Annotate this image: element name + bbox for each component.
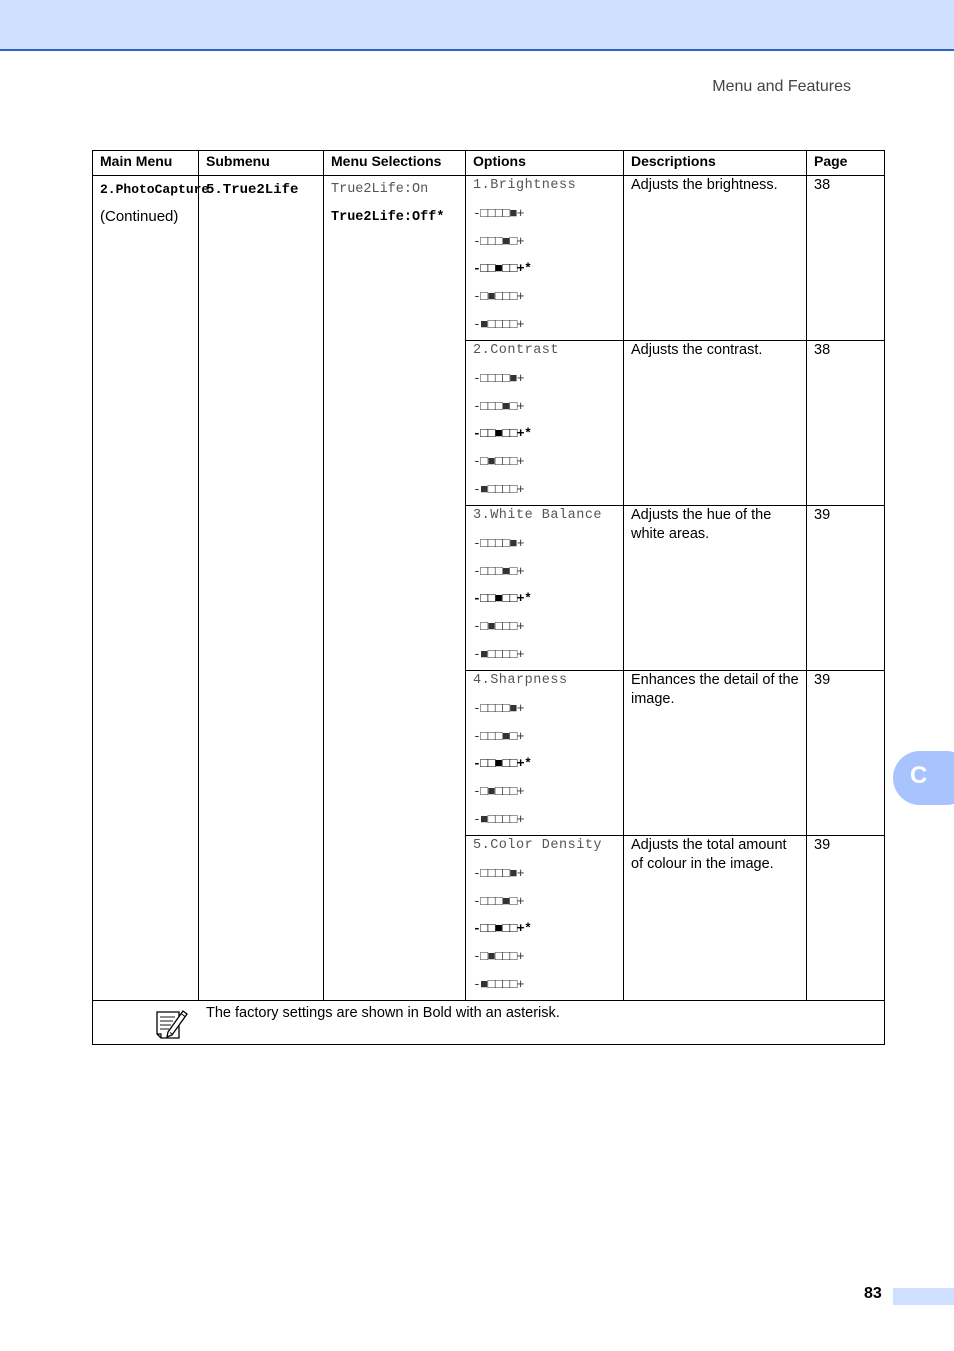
page-ref: 39 (814, 837, 831, 853)
option-level: -■□□□□+ (473, 976, 525, 992)
option-level: -■□□□□+ (473, 481, 525, 497)
section-tab-c (893, 751, 954, 805)
table-row (93, 176, 885, 341)
description-text: Adjusts the hue of the white areas. (631, 507, 772, 542)
option-level-default: -□□■□□+* (473, 591, 532, 607)
option-level: -■□□□□+ (473, 316, 525, 332)
col-header-submenu: Submenu (199, 151, 324, 176)
section-tab-letter: C (910, 762, 928, 789)
option-level: -□□□□■+ (473, 535, 525, 551)
page-cell (807, 836, 885, 1001)
option-level: -□■□□□+ (473, 619, 525, 635)
option-cell-contrast (466, 341, 624, 506)
page-cell (807, 176, 885, 341)
page-header-title: Menu and Features (712, 78, 851, 95)
col-header-main-menu: Main Menu (93, 151, 199, 176)
submenu-cell (199, 176, 324, 1001)
option-level: -□□□□■+ (473, 370, 525, 386)
selections-cell (324, 176, 466, 1001)
page-number: 83 (864, 1285, 882, 1302)
option-level-default: -□□■□□+* (473, 261, 532, 277)
description-text: Adjusts the contrast. (631, 342, 763, 358)
option-level: -■□□□□+ (473, 646, 525, 662)
submenu-label: 5.True2Life (206, 182, 299, 198)
col-header-descriptions: Descriptions (624, 151, 807, 176)
menu-table (92, 150, 885, 1045)
option-level: -□□□□■+ (473, 865, 525, 881)
option-cell-color-density (466, 836, 624, 1001)
option-title: 5.Color Density (473, 838, 603, 853)
option-title: 1.Brightness (473, 178, 577, 193)
option-cell-sharpness (466, 671, 624, 836)
top-header-band (0, 0, 954, 51)
option-level-default: -□□■□□+* (473, 426, 532, 442)
description-cell (624, 176, 807, 341)
option-level: -□□□□■+ (473, 700, 525, 716)
page-ref: 39 (814, 507, 831, 523)
note-row (93, 1001, 885, 1045)
description-text: Enhances the detail of the image. (631, 672, 799, 707)
option-cell-white-balance (466, 506, 624, 671)
option-level: -□□□■□+ (473, 728, 525, 744)
footer-band (893, 1288, 954, 1305)
option-level: -□□□■□+ (473, 563, 525, 579)
selection-off-default: True2Life:Off* (331, 210, 445, 225)
note-pencil-icon (155, 1007, 189, 1041)
option-level: -■□□□□+ (473, 811, 525, 827)
col-header-options: Options (466, 151, 624, 176)
option-level: -□■□□□+ (473, 949, 525, 965)
page-cell (807, 506, 885, 671)
description-cell (624, 836, 807, 1001)
page-ref: 38 (814, 342, 831, 358)
page-cell (807, 671, 885, 836)
option-level: -□■□□□+ (473, 784, 525, 800)
note-text: The factory settings are shown in Bold with an asterisk. (206, 1005, 560, 1021)
page-cell (807, 341, 885, 506)
option-title: 3.White Balance (473, 508, 603, 523)
option-title: 2.Contrast (473, 343, 560, 358)
option-level: -□■□□□+ (473, 454, 525, 470)
table-header-row (93, 151, 885, 176)
note-cell (93, 1001, 885, 1045)
description-text: Adjusts the total amount of colour in the image. (631, 837, 787, 872)
main-menu-label: 2.PhotoCapture (100, 182, 210, 197)
option-level: -□□□■□+ (473, 233, 525, 249)
option-level: -□□□■□+ (473, 398, 525, 414)
main-menu-cell (93, 176, 210, 1001)
option-cell-brightness (466, 176, 624, 341)
col-header-menu-selections: Menu Selections (324, 151, 466, 176)
description-cell (624, 671, 807, 836)
option-level: -□□□□■+ (473, 205, 525, 221)
option-level: -□□□■□+ (473, 893, 525, 909)
option-level: -□■□□□+ (473, 289, 525, 305)
page-ref: 38 (814, 177, 831, 193)
option-level-default: -□□■□□+* (473, 921, 532, 937)
page-ref: 39 (814, 672, 831, 688)
description-cell (624, 341, 807, 506)
selection-on: True2Life:On (331, 182, 429, 197)
description-text: Adjusts the brightness. (631, 177, 778, 193)
description-cell (624, 506, 807, 671)
option-title: 4.Sharpness (473, 673, 568, 688)
col-header-page: Page (807, 151, 885, 176)
option-level-default: -□□■□□+* (473, 756, 532, 772)
continued-label: (Continued) (100, 208, 179, 225)
